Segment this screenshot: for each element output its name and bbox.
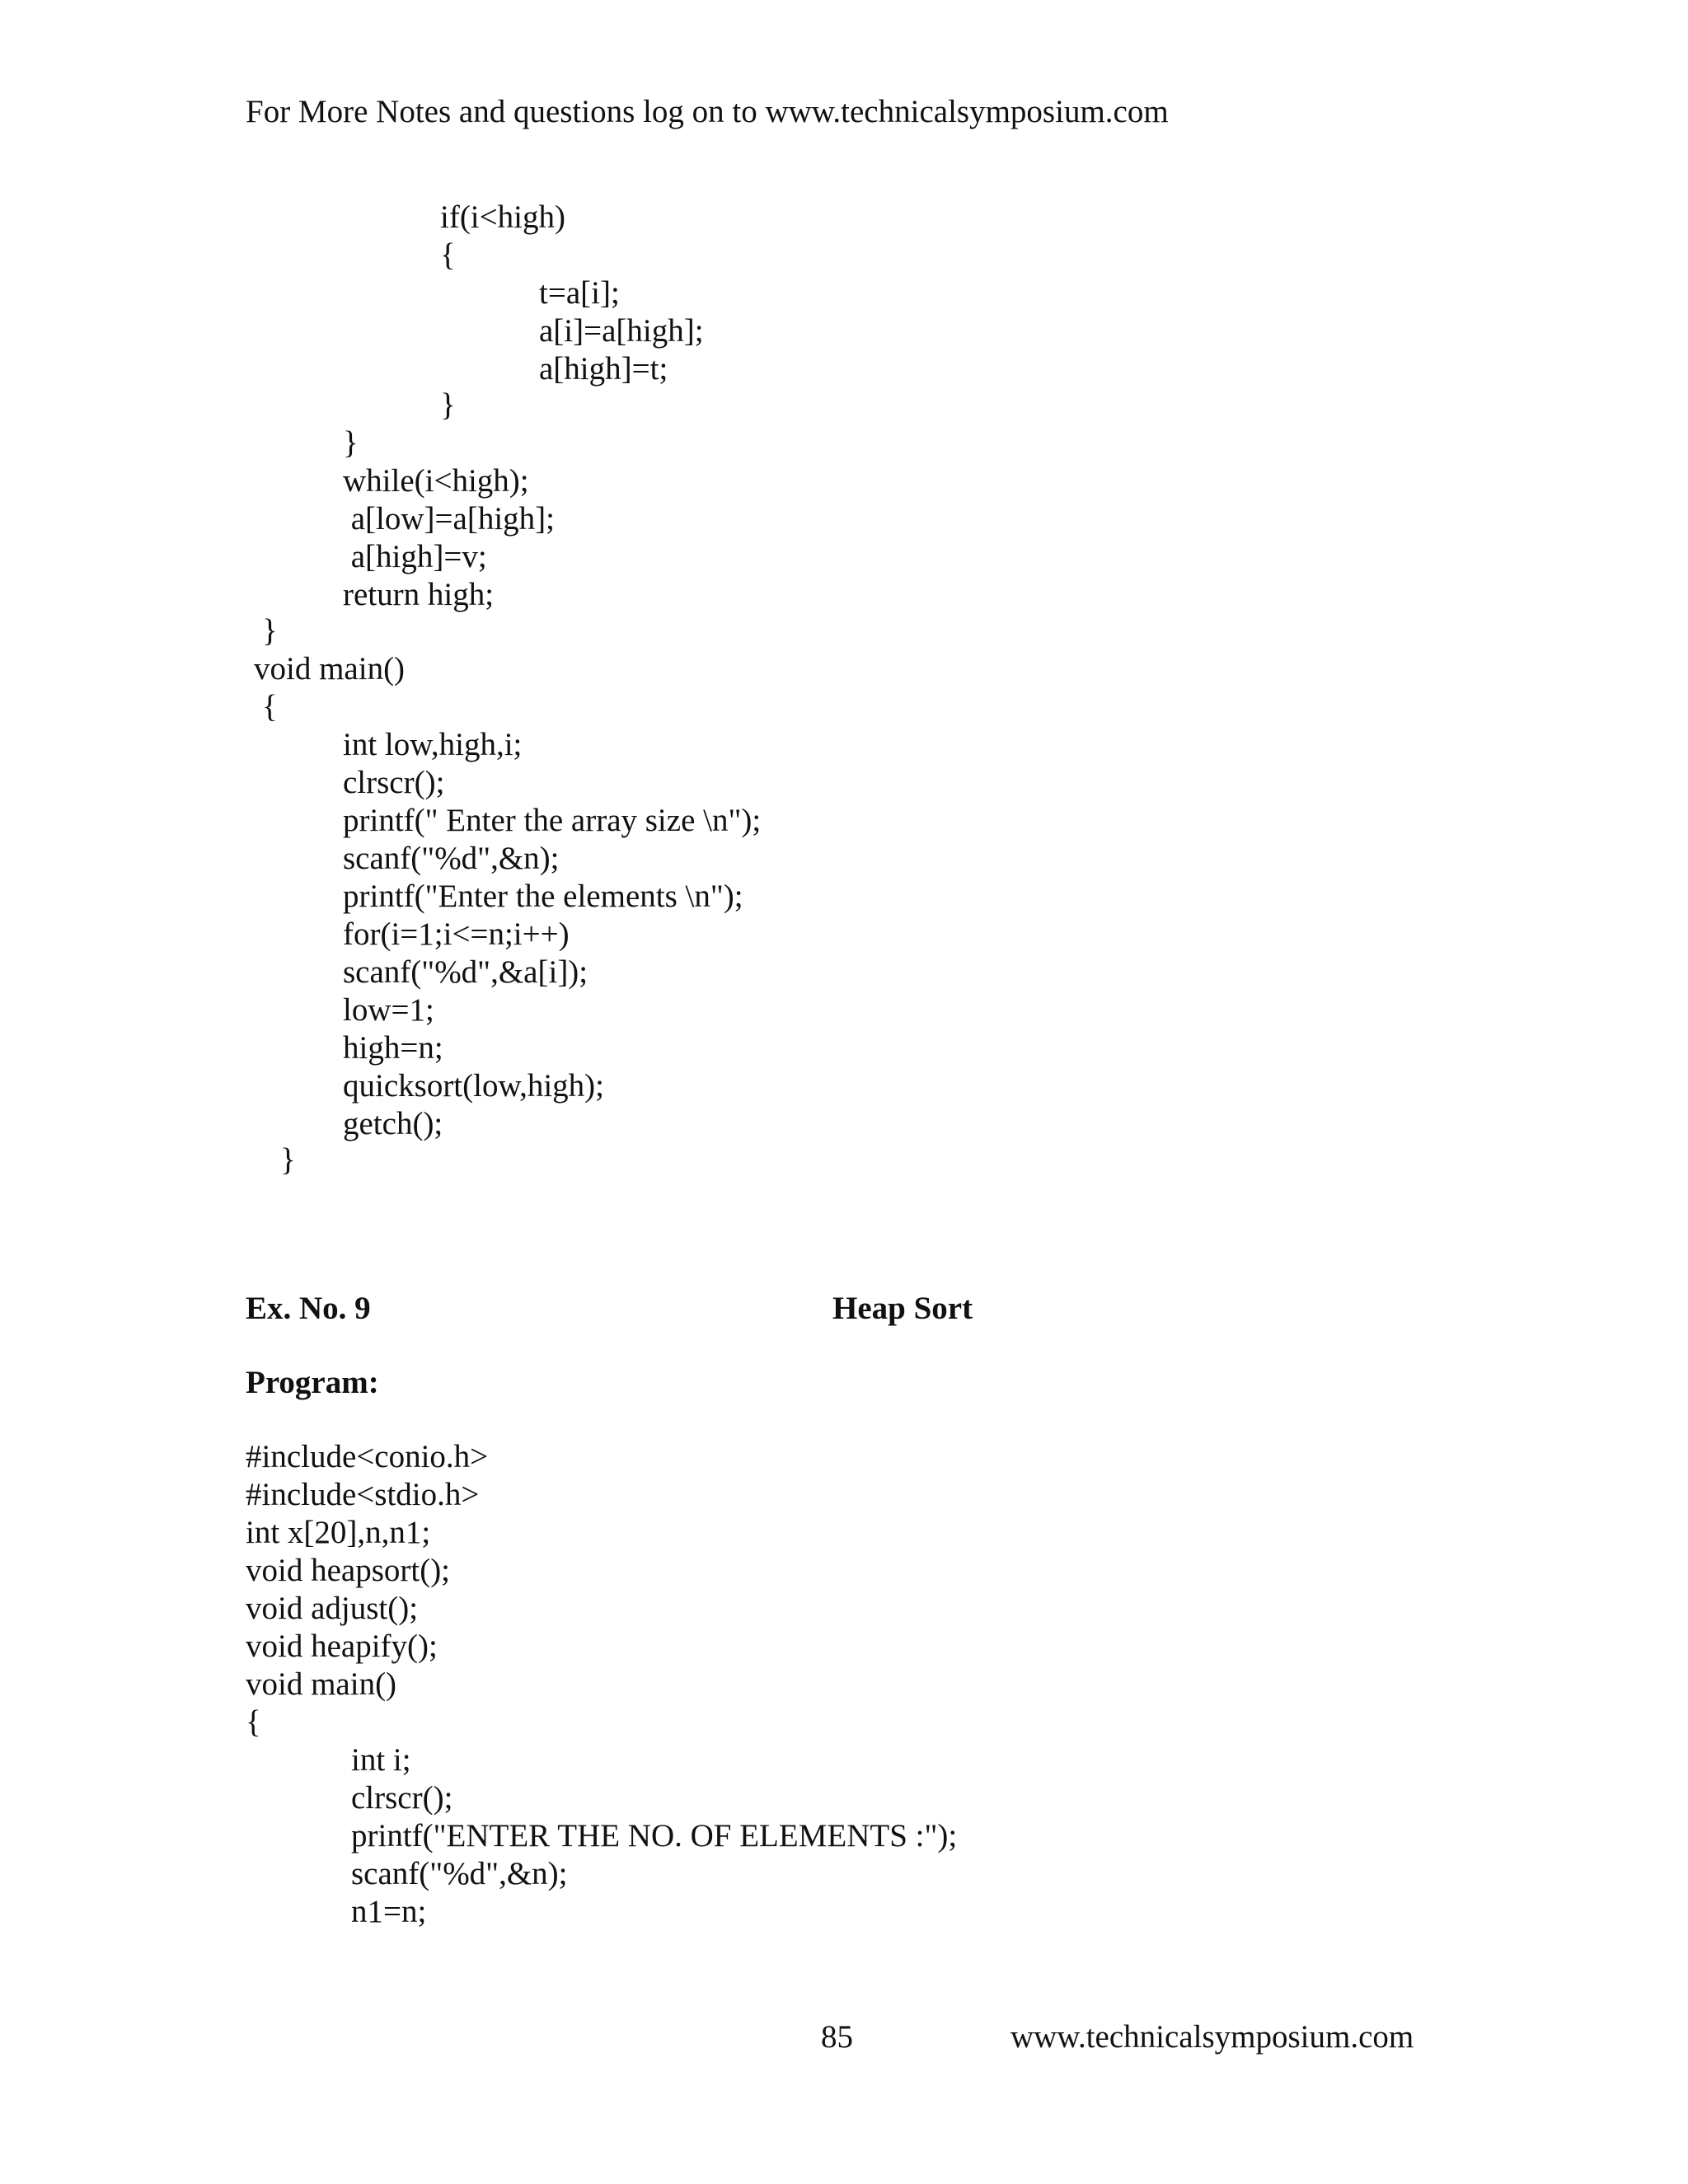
code-line: high=n;	[343, 1030, 443, 1066]
code-line: scanf("%d",&n);	[351, 1856, 568, 1891]
code-line: void adjust();	[246, 1591, 419, 1626]
code-line: t=a[i];	[539, 275, 620, 311]
exercise-number: Ex. No. 9	[246, 1291, 371, 1326]
code-line: clrscr();	[343, 765, 445, 800]
footer-site: www.technicalsymposium.com	[1010, 2019, 1414, 2055]
code-line: }	[343, 425, 359, 461]
code-line: n1=n;	[351, 1894, 427, 1929]
code-line: printf(" Enter the array size \n");	[343, 803, 762, 838]
code-line: for(i=1;i<=n;i++)	[343, 916, 570, 952]
code-line: void main()	[254, 651, 406, 687]
code-line: getch();	[343, 1106, 443, 1141]
code-line: #include<stdio.h>	[246, 1477, 480, 1512]
code-line: {	[246, 1704, 261, 1740]
code-line: int i;	[351, 1742, 411, 1778]
code-line: while(i<high);	[343, 463, 529, 499]
code-line: low=1;	[343, 992, 434, 1028]
code-line: a[high]=v;	[343, 539, 487, 574]
code-line: }	[280, 1142, 296, 1178]
code-line: {	[262, 689, 278, 724]
code-line: int x[20],n,n1;	[246, 1515, 431, 1550]
code-line: a[low]=a[high];	[343, 501, 555, 537]
code-line: a[high]=t;	[539, 351, 668, 387]
code-line: scanf("%d",&a[i]);	[343, 954, 588, 990]
code-line: void heapsort();	[246, 1553, 451, 1588]
code-line: void heapify();	[246, 1629, 438, 1664]
code-line: return high;	[343, 577, 495, 612]
code-line: int low,high,i;	[343, 727, 523, 762]
page-number: 85	[821, 2019, 853, 2055]
section-title: Heap Sort	[832, 1291, 973, 1326]
code-line: if(i<high)	[440, 199, 565, 235]
code-line: clrscr();	[351, 1780, 453, 1816]
code-line: {	[440, 237, 456, 273]
code-line: a[i]=a[high];	[539, 313, 704, 349]
code-line: quicksort(low,high);	[343, 1068, 605, 1104]
page-header: For More Notes and questions log on to www.technicalsymposium.com	[246, 94, 1169, 129]
code-line: }	[262, 613, 278, 649]
code-line: scanf("%d",&n);	[343, 841, 560, 876]
program-label: Program:	[246, 1365, 379, 1400]
code-line: }	[440, 387, 456, 423]
code-line: printf("Enter the elements \n");	[343, 879, 743, 914]
code-line: printf("ENTER THE NO. OF ELEMENTS :");	[351, 1818, 958, 1854]
code-line: #include<conio.h>	[246, 1439, 489, 1474]
code-line: void main()	[246, 1666, 397, 1702]
